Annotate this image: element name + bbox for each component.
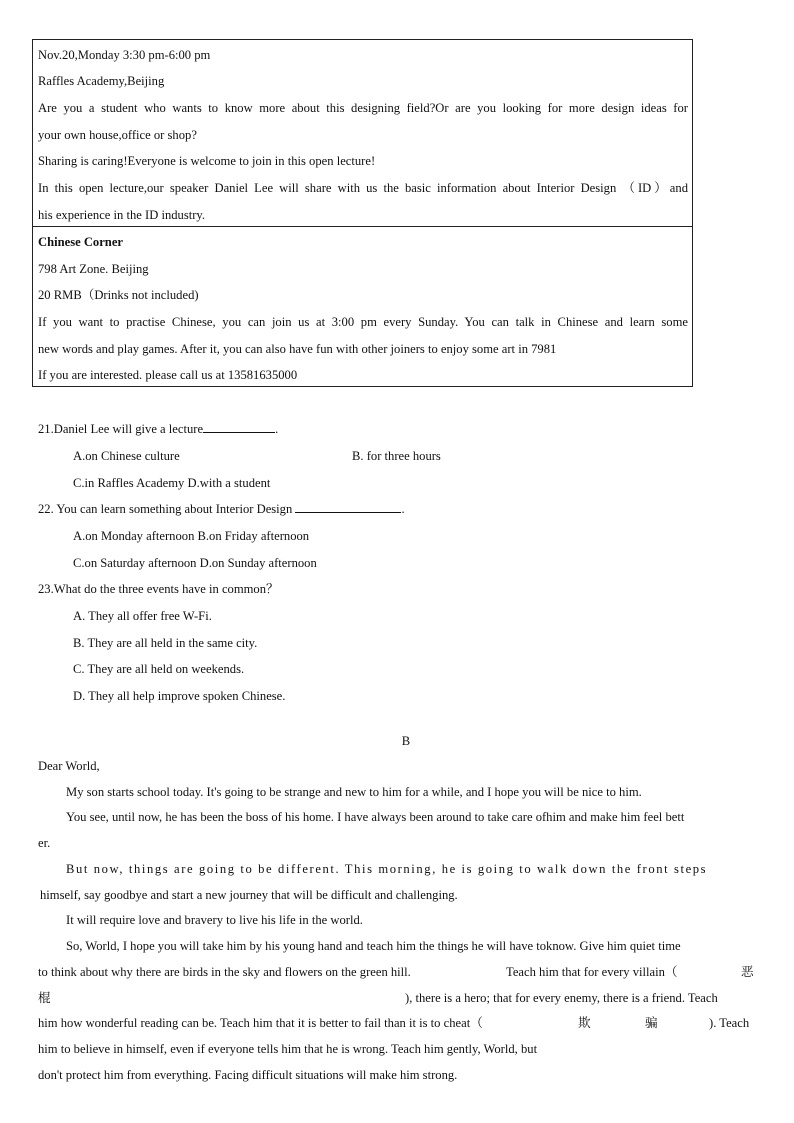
q21-option-cd: C.in Raffles Academy D.with a student: [73, 476, 271, 490]
event1-place: Raffles Academy,Beijing: [38, 74, 165, 88]
paragraph-5-line1: So, World, I hope you will take him by his young hand and teach him the things he will have toknow. Give him quiet time: [66, 939, 681, 953]
q23-option-b: B. They are all held in the same city.: [73, 636, 258, 650]
gloss-cheat-char2: 骗: [645, 1016, 658, 1030]
event1-date: Nov.20,Monday 3:30 pm-6:00 pm: [38, 48, 211, 62]
paragraph-5-line2-right: Teach him that for every villain（: [506, 965, 678, 979]
event1-desc-line5: his experience in the ID industry.: [38, 208, 206, 222]
gloss-villain-char2: 棍: [38, 991, 51, 1005]
letter-greeting: Dear World,: [38, 759, 100, 773]
paragraph-2-line1: You see, until now, he has been the boss of his home. I have always been around to take care ofhim and make him feel bett: [66, 810, 685, 824]
q22-option-cd: C.on Saturday afternoon D.on Sunday afternoon: [73, 556, 317, 570]
q21-option-b: B. for three hours: [352, 449, 441, 463]
q23-option-c: C. They are all held on weekends.: [73, 662, 245, 676]
paragraph-5-line4-left: him how wonderful reading can be. Teach him that it is better to fail than it is to cheat（: [38, 1016, 483, 1030]
q21-option-a: A.on Chinese culture: [73, 449, 180, 463]
event2-desc-line2: new words and play games. After it, you can also have fun with other joiners to enjoy some art in 7981: [38, 342, 557, 356]
event2-place: 798 Art Zone. Beijing: [38, 262, 149, 276]
paragraph-1: My son starts school today. It's going to be strange and new to him for a while, and I hope you will be nice to him.: [66, 785, 642, 799]
paragraph-3-line1: But now, things are going to be different. This morning, he is going to walk down the front steps: [66, 862, 708, 876]
event2-box: [32, 226, 693, 387]
q22-option-ab: A.on Monday afternoon B.on Friday afternoon: [73, 529, 310, 543]
event2-price: 20 RMB（Drinks not included): [38, 288, 199, 302]
event1-desc-line4: In this open lecture,our speaker Daniel Lee will share with us the basic information about Interior Design （ID）and: [38, 181, 688, 195]
paragraph-2-line2: er.: [38, 836, 51, 850]
paragraph-5-line4-right: ). Teach: [709, 1016, 750, 1030]
paragraph-4: It will require love and bravery to live his life in the world.: [66, 913, 363, 927]
paragraph-5-line2-left: to think about why there are birds in the sky and flowers on the green hill.: [38, 965, 411, 979]
event1-desc-line3: Sharing is caring!Everyone is welcome to join in this open lecture!: [38, 154, 376, 168]
paragraph-5-line6: don't protect him from everything. Facing difficult situations will make him strong.: [38, 1068, 458, 1082]
event2-desc-line1: If you want to practise Chinese, you can join us at 3:00 pm every Sunday. You can talk in Chinese and learn some: [38, 315, 688, 329]
gloss-cheat-char1: 欺: [578, 1016, 591, 1030]
question-21: 21.Daniel Lee will give a lecture .: [38, 422, 279, 436]
gloss-villain-char1: 恶: [741, 965, 754, 979]
q23-option-a: A. They all offer free W-Fi.: [73, 609, 212, 623]
paragraph-5-line3: ), there is a hero; that for every enemy, there is a friend. Teach: [405, 991, 718, 1005]
answer-blank-21: [203, 421, 275, 433]
paragraph-5-line5: him to believe in himself, even if everyone tells him that he is wrong. Teach him gently, World, but: [38, 1042, 538, 1056]
event1-desc-line2: your own house,office or shop?: [38, 128, 197, 142]
paragraph-3-line2: himself, say goodbye and start a new journey that will be difficult and challenging.: [40, 888, 458, 902]
event1-desc-line1: Are you a student who wants to know more about this designing field?Or are you looking for more design ideas for: [38, 101, 688, 115]
question-22: 22. You can learn something about Interior Design .: [38, 502, 405, 516]
event2-title: Chinese Corner: [38, 235, 123, 249]
section-heading: B: [401, 734, 411, 748]
q23-option-d: D. They all help improve spoken Chinese.: [73, 689, 286, 703]
question-23: 23.What do the three events have in common？: [38, 582, 279, 596]
answer-blank-22: [295, 501, 401, 513]
event2-desc-line3: If you are interested. please call us at 13581635000: [38, 368, 298, 382]
